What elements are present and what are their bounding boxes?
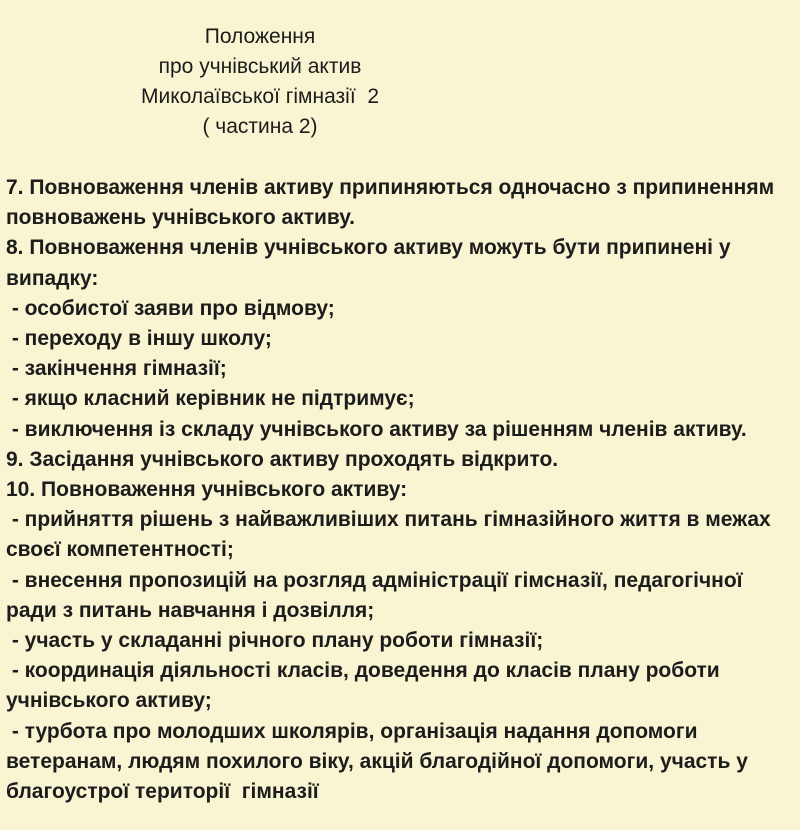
text-line: 10. Повноваження учнівського активу: (6, 478, 408, 502)
document-title (0, 22, 520, 142)
list-item: - якщо класний керівник не підтримує; (6, 387, 415, 411)
list-item: - переходу в іншу школу; (6, 327, 272, 351)
text-line: своєї компетентності; (6, 538, 234, 562)
list-item: - прийняття рішень з найважливіших питань гімназійного життя в межах (6, 508, 771, 532)
list-item: - координація діяльності класів, доведення до класів плану роботи (6, 659, 720, 683)
list-item: - виключення із складу учнівського активу за рішенням членів активу. (6, 417, 747, 441)
text-line: 8. Повноваження членів учнівського активу можуть бути припинені у (6, 236, 731, 260)
document-body (6, 173, 796, 807)
list-item: - закінчення гімназії; (6, 357, 227, 381)
text-line: 7. Повноваження членів активу припиняються одночасно з припиненням (6, 176, 775, 199)
title-line: Положення (204, 25, 316, 48)
title-line: Миколаївської гімназії 2 (140, 85, 380, 108)
text-line: повноважень учнівського активу. (6, 206, 355, 230)
text-line: благоустрої території гімназії (6, 780, 319, 804)
text-line: учнівського активу; (6, 689, 212, 713)
text-line: ради з питань навчання і дозвілля; (6, 598, 375, 622)
text-line: ветеранам, людям похилого віку, акцій благодійної допомоги, участь у (6, 749, 748, 773)
text-line: випадку: (6, 266, 99, 290)
title-line: ( частина 2) (202, 115, 318, 138)
list-item: - участь у складанні річного плану роботи гімназії; (6, 629, 544, 653)
list-item: - внесення пропозицій на розгляд адміністрації гімсназії, педагогічної (6, 568, 743, 592)
title-line: про учнівський актив (158, 55, 362, 78)
list-item: - турбота про молодших школярів, організація надання допомоги (6, 719, 698, 743)
text-line: 9. Засідання учнівського активу проходять відкрито. (6, 447, 559, 471)
list-item: - особистої заяви про відмову; (6, 296, 335, 320)
